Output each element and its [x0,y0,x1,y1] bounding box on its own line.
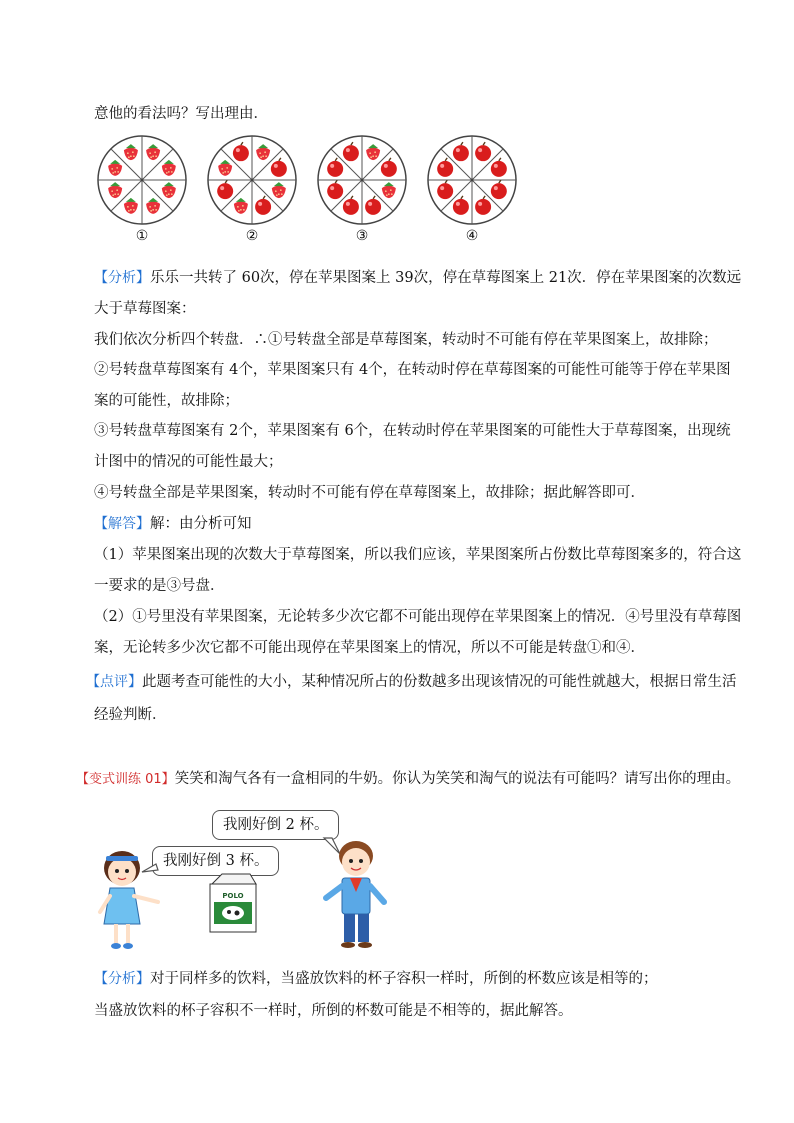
spinner-2-wheel [204,132,300,228]
analysis-line-2: 大于草莓图案： [94,301,196,317]
analysis-tag: 【分析】 [94,270,150,286]
milk-carton-icon [210,874,256,932]
answer-p1b: 一要求的是③号盘． [94,578,225,594]
boy-figure [326,841,384,948]
analysis-line-7: 计图中的情况的可能性最大； [94,454,283,470]
analysis-line-1 [94,268,741,288]
answer-tag: 【解答】 [94,516,150,532]
spinner-3-label: ③ [355,228,369,244]
girl-speech-text: 我刚好倒 3 杯。 [163,853,269,869]
answer-p1a: （1）苹果图案出现的次数大于草莓图案，所以我们应该，苹果图案所占份数比草莓图案多的，符合这 [94,547,742,563]
spinner-2-label: ② [245,228,259,244]
spinner-3-wheel [314,132,410,228]
analysis-line-5: 案的可能性，故排除； [94,393,239,409]
analysis-line-6: ③号转盘草莓图案有 2个，苹果图案有 6个，在转动时停在苹果图案的可能性大于草莓图案，出现统 [94,423,731,439]
exercise-text: 笑笑和淘气各有一盒相同的牛奶。你认为笑笑和淘气的说法有可能吗？请写出你的理由。 [174,771,741,787]
milk-brand-text: POLO [222,892,244,900]
scene-figures [94,806,399,954]
spinner-4-label: ④ [465,228,479,244]
spinner-row [94,132,524,254]
answer-head: 解：由分析可知 [150,516,252,532]
comment-text-1: 此题考查可能性的大小，某种情况所占的份数越多出现该情况的可能性就越大，根据日常生活 [142,674,737,690]
analysis2-tag: 【分析】 [94,971,150,987]
spinner-1-label: ① [135,228,149,244]
analysis-line-8: ④号转盘全部是苹果图案，转动时不可能有停在草莓图案上，故排除；据此解答即可． [94,485,645,501]
spinner-3 [314,132,410,244]
spinner-4 [424,132,520,244]
analysis-text-1: 乐乐一共转了 60次，停在苹果图案上 39次，停在草莓图案上 21次．停在苹果图案的次数远 [150,270,742,286]
analysis-line-3: 我们依次分析四个转盘．∴①号转盘全部是草莓图案，转动时不可能有停在苹果图案上，故排除； [94,332,718,348]
spinner-1-wheel [94,132,190,228]
milk-scene-illustration [94,806,399,954]
exercise-tag: 【变式训练 01】 [76,772,175,787]
exercise-line [76,769,740,790]
analysis2-line-1 [94,969,658,989]
comment-line-2: 经验判断． [94,707,167,723]
analysis2-text-1: 对于同样多的饮料，当盛放饮料的杯子容积一样时，所倒的杯数应该是相等的； [150,971,658,987]
spinner-2 [204,132,300,244]
answer-p2b: 案，无论转多少次它都不可能出现停在苹果图案上的情况，所以不可能是转盘①和④． [94,640,645,656]
spinner-4-wheel [424,132,520,228]
girl-figure [100,851,158,949]
answer-line-head [94,514,252,534]
analysis-line-4: ②号转盘草莓图案有 4个，苹果图案只有 4个，在转动时停在草莓图案的可能性可能等于停在苹果图 [94,362,731,378]
comment-line-1 [86,672,737,692]
boy-speech-text: 我刚好倒 2 杯。 [223,817,329,833]
spinner-1 [94,132,190,244]
comment-tag: 【点评】 [86,674,142,690]
analysis2-line-2: 当盛放饮料的杯子容积不一样时，所倒的杯数可能是不相等的，据此解答。 [94,1003,573,1019]
answer-p2a: （2）①号里没有苹果图案，无论转多少次它都不可能出现停在苹果图案上的情况．④号里没有草莓图 [94,609,742,625]
intro-line: 意他的看法吗？写出理由． [94,106,268,122]
